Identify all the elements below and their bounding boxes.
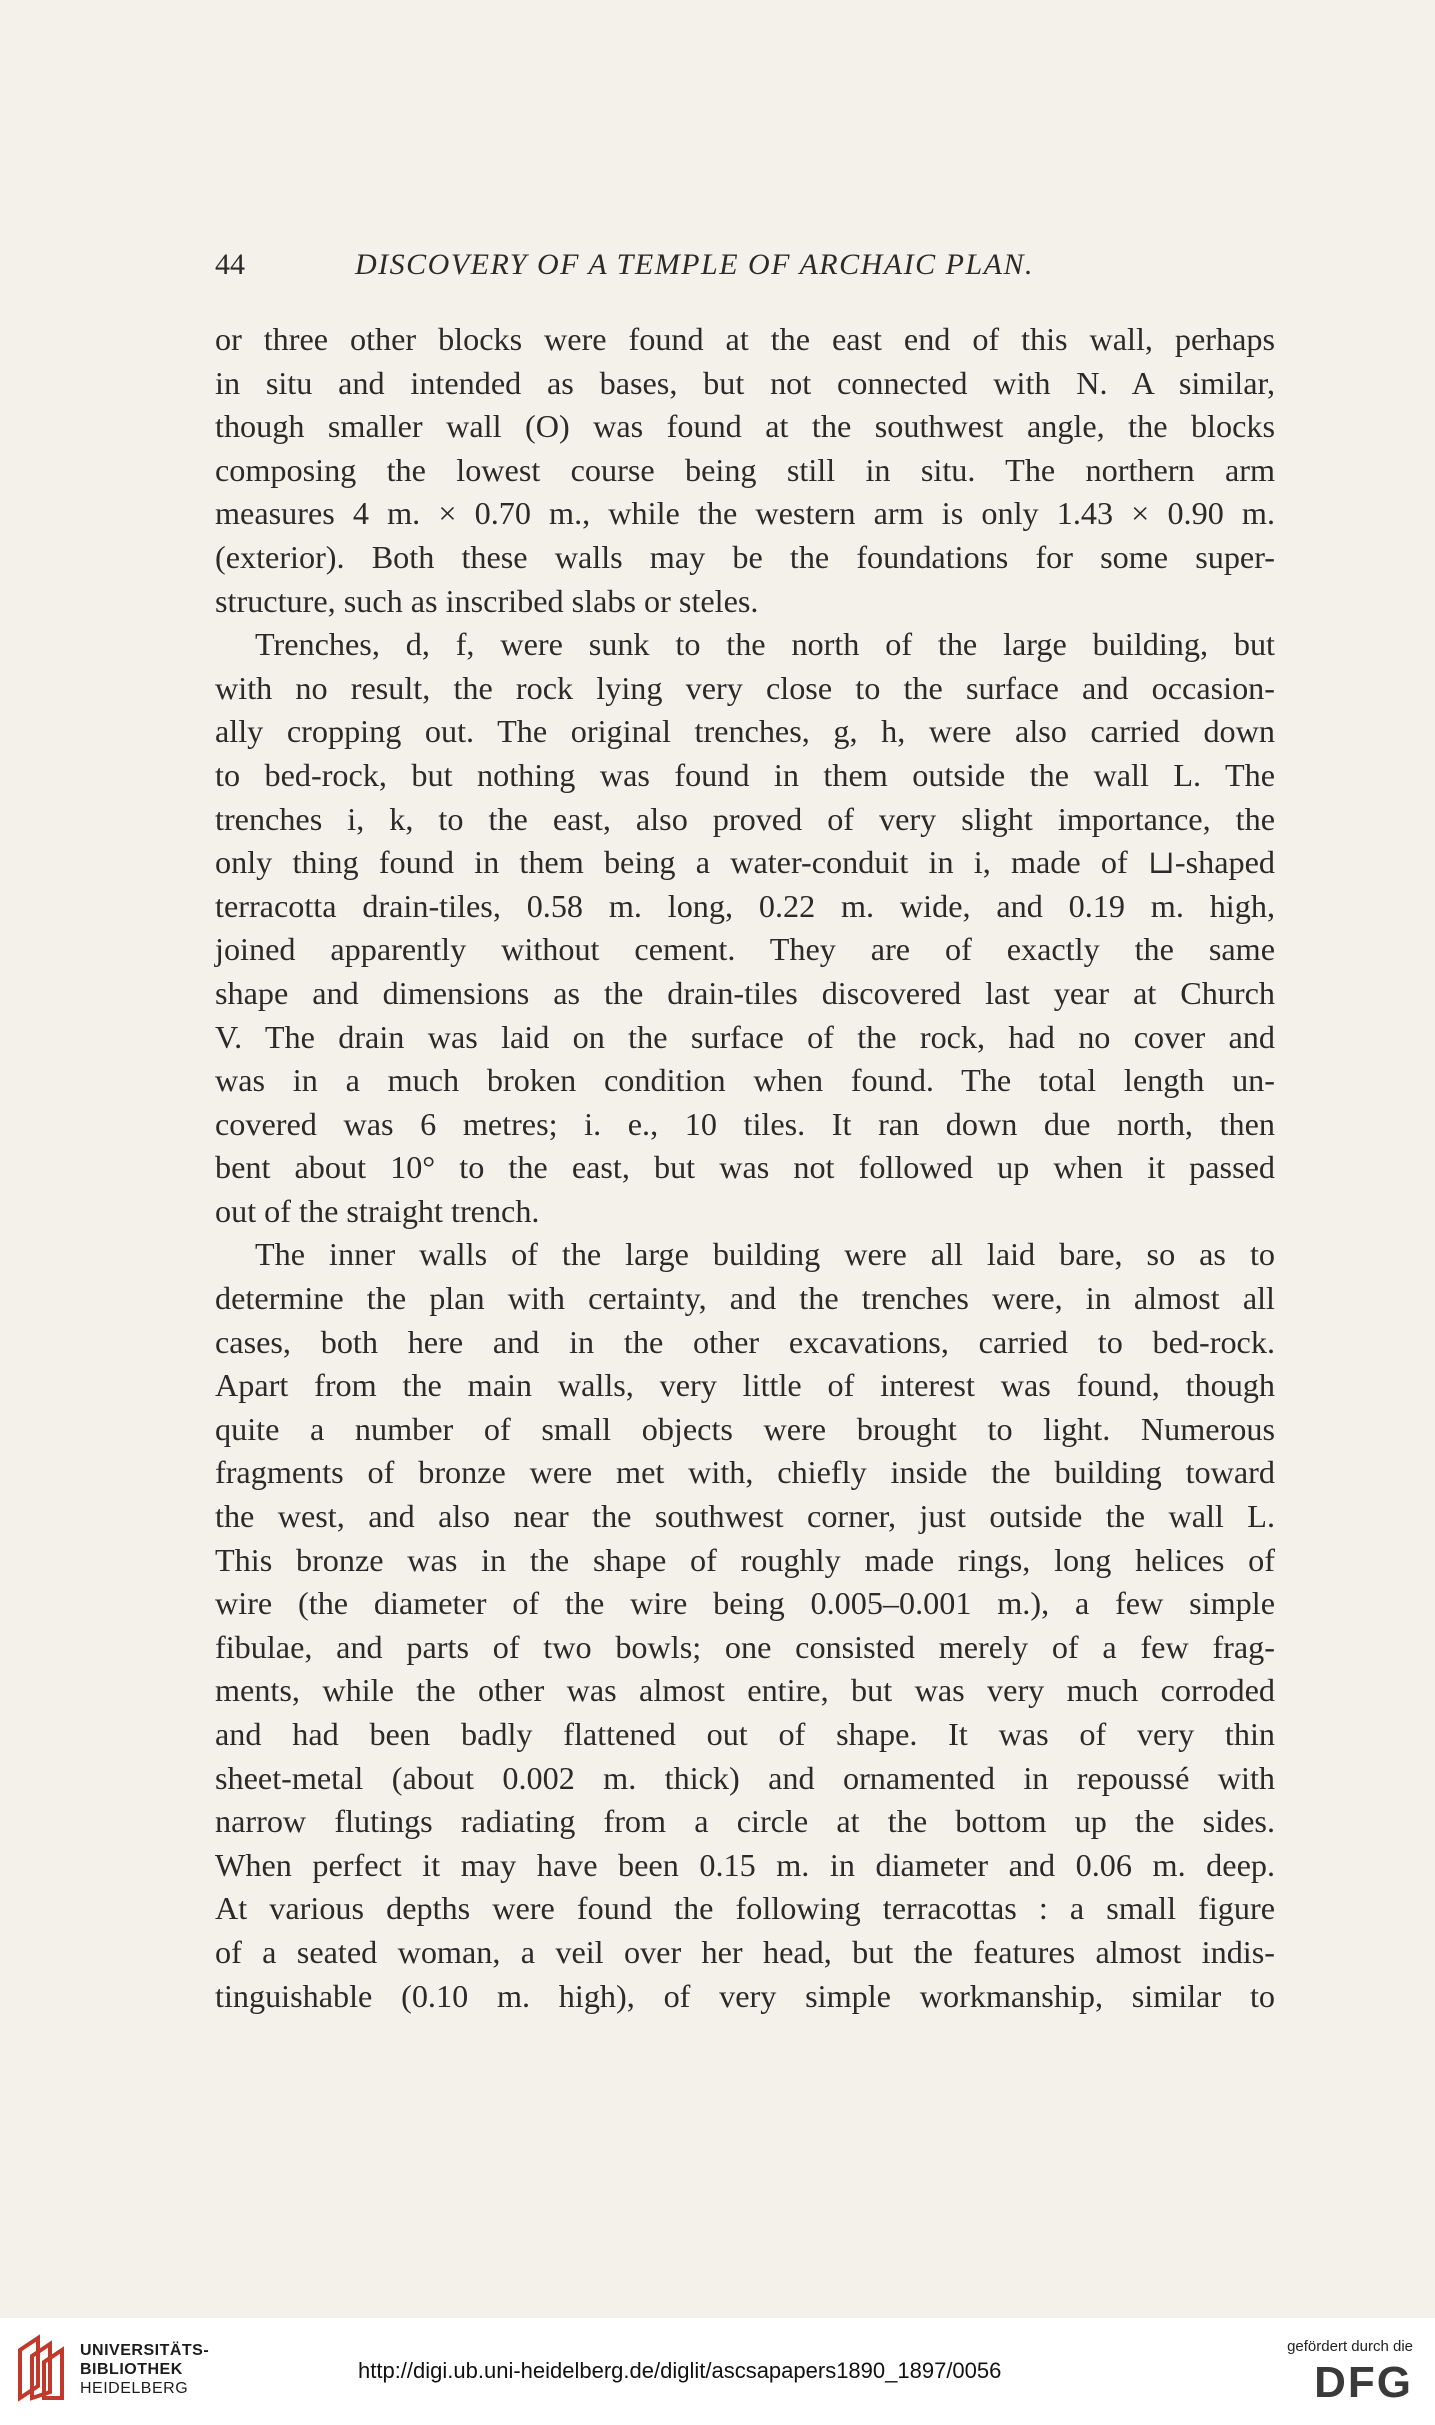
permalink-url[interactable]: http://digi.ub.uni-heidelberg.de/diglit/ascsapapers1890_1897/0056 bbox=[358, 2358, 1002, 2383]
text-line: and had been badly flattened out of shape. It was of very thin bbox=[215, 1716, 1275, 1752]
text-line: narrow flutings radiating from a circle at the bottom up the sides. bbox=[215, 1803, 1275, 1840]
text-line: At various depths were found the following terracottas : a small figure bbox=[215, 1890, 1275, 1927]
text-line: with no result, the rock lying very close to the surface and occasion- bbox=[215, 669, 1275, 706]
page-number: 44 bbox=[215, 248, 245, 281]
text-line: This bronze was in the shape of roughly made rings, long helices of bbox=[215, 1541, 1275, 1578]
library-name-line1: UNIVERSITÄTS- bbox=[80, 2342, 210, 2359]
body-text bbox=[215, 318, 1275, 2018]
library-logo-icon bbox=[14, 2330, 74, 2404]
text-line: in situ and intended as bases, but not connected with N. A similar, bbox=[215, 364, 1275, 401]
text-line: cases, both here and in the other excavations, carried to bed-rock. bbox=[215, 1323, 1275, 1360]
text-line: bent about 10° to the east, but was not followed up when it passed bbox=[215, 1149, 1275, 1186]
text-line: terracotta drain-tiles, 0.58 m. long, 0.22 m. wide, and 0.19 m. high, bbox=[215, 887, 1275, 924]
library-name-line3: HEIDELBERG bbox=[80, 2380, 189, 2397]
text-line: measures 4 m. × 0.70 m., while the western arm is only 1.43 × 0.90 m. bbox=[215, 495, 1275, 532]
text-line: (exterior). Both these walls may be the foundations for some super- bbox=[215, 538, 1275, 575]
text-line: determine the plan with certainty, and the trenches were, in almost all bbox=[215, 1280, 1275, 1317]
text-line: fragments of bronze were met with, chiefly inside the building toward bbox=[215, 1454, 1275, 1491]
text-line: wire (the diameter of the wire being 0.005–0.001 m.), a few simple bbox=[215, 1585, 1275, 1622]
text-line: ally cropping out. The original trenches, g, h, were also carried down bbox=[215, 713, 1275, 750]
text-line: sheet-metal (about 0.002 m. thick) and ornamented in repoussé with bbox=[215, 1759, 1275, 1796]
text-line: the west, and also near the southwest corner, just outside the wall L. bbox=[215, 1498, 1275, 1535]
text-line: The inner walls of the large building were all laid bare, so as to bbox=[255, 1236, 1275, 1273]
running-head bbox=[215, 240, 1275, 290]
library-name-line2: BIBLIOTHEK bbox=[80, 2361, 183, 2378]
funding-note: gefördert durch die bbox=[1287, 2338, 1413, 2355]
text-line: covered was 6 metres; i. e., 10 tiles. It ran down due north, then bbox=[215, 1105, 1275, 1142]
text-line: out of the straight trench. bbox=[215, 1192, 540, 1229]
text-line: Apart from the main walls, very little of interest was found, though bbox=[215, 1367, 1275, 1404]
dfg-logo: DFG bbox=[1314, 2358, 1413, 2407]
text-line: tinguishable (0.10 m. high), of very simple workmanship, similar to bbox=[215, 1977, 1275, 2014]
text-line: to bed-rock, but nothing was found in them outside the wall L. The bbox=[215, 756, 1275, 793]
text-line: fibulae, and parts of two bowls; one consisted merely of a few frag- bbox=[215, 1628, 1275, 1665]
text-line: was in a much broken condition when found. The total length un- bbox=[215, 1062, 1275, 1099]
text-line: V. The drain was laid on the surface of the rock, had no cover and bbox=[215, 1018, 1275, 1055]
text-line: of a seated woman, a veil over her head, but the features almost indis- bbox=[215, 1933, 1275, 1970]
text-line: ments, while the other was almost entire, but was very much corroded bbox=[215, 1672, 1275, 1709]
text-line: quite a number of small objects were brought to light. Numerous bbox=[215, 1410, 1275, 1447]
digitization-footer bbox=[0, 2318, 1435, 2425]
text-line: composing the lowest course being still in situ. The northern arm bbox=[215, 451, 1275, 488]
text-line: or three other blocks were found at the east end of this wall, perhaps bbox=[215, 321, 1275, 357]
text-line: structure, such as inscribed slabs or steles. bbox=[215, 582, 759, 619]
text-line: only thing found in them being a water-conduit in i, made of ⊔-shaped bbox=[215, 844, 1275, 881]
text-line: trenches i, k, to the east, also proved of very slight importance, the bbox=[215, 800, 1275, 837]
text-line: though smaller wall (O) was found at the southwest angle, the blocks bbox=[215, 408, 1275, 445]
text-line: shape and dimensions as the drain-tiles discovered last year at Church bbox=[215, 974, 1275, 1011]
running-title: DISCOVERY OF A TEMPLE OF ARCHAIC PLAN. bbox=[355, 248, 1034, 281]
text-line: When perfect it may have been 0.15 m. in diameter and 0.06 m. deep. bbox=[215, 1846, 1275, 1883]
text-line: joined apparently without cement. They are of exactly the same bbox=[215, 931, 1275, 968]
text-line: Trenches, d, f, were sunk to the north of the large building, but bbox=[255, 626, 1275, 663]
